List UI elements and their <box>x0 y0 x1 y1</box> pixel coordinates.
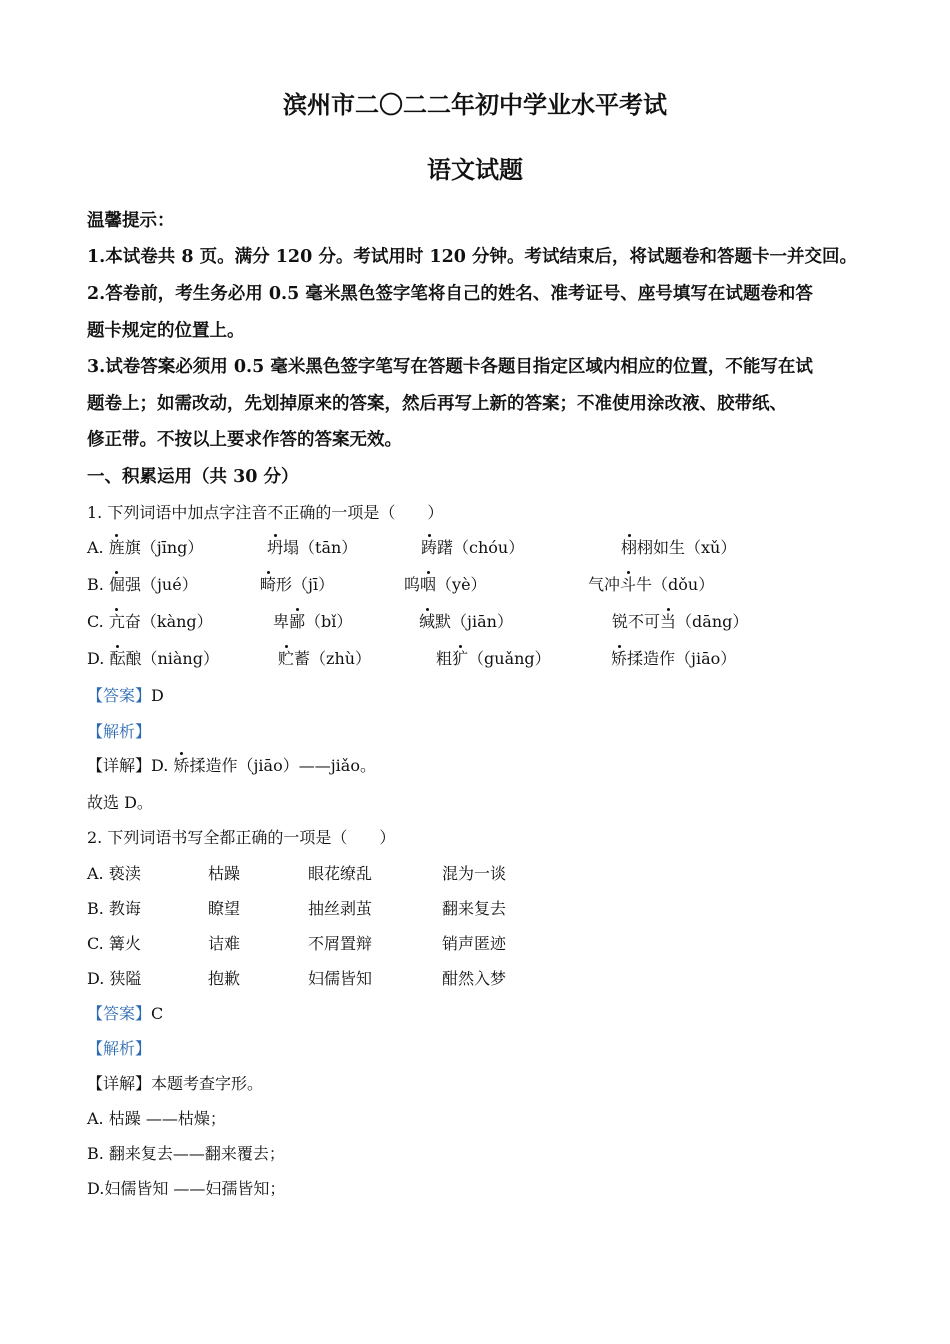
word-prefix: 呜 <box>404 575 421 594</box>
q1-answer <box>87 685 164 707</box>
answer-tag: 【答案】 <box>87 1004 152 1023</box>
q1-option-c-item-2 <box>273 611 352 633</box>
q2-option-d-word-4: 酣然入梦 <box>442 969 507 988</box>
word-prefix: 卑 <box>273 612 290 631</box>
exam-title: 滨州市二〇二二年初中学业水平考试 <box>283 90 667 119</box>
word-rest: 躇（chóu） <box>437 538 525 557</box>
dotted-char: 矫 <box>173 756 190 775</box>
q1-detail <box>87 755 376 777</box>
section-heading: 一、积累运用（共 30 分） <box>87 467 299 487</box>
dotted-char: 旌 <box>108 538 125 557</box>
q2-option-c-word-2: 诘难 <box>208 934 241 953</box>
q1-option-d-item-4 <box>611 648 736 670</box>
word-rest: 默（jiān） <box>435 612 513 631</box>
answer-value: C <box>151 1004 164 1023</box>
option-label: C. <box>87 612 104 631</box>
word-rest: （bǐ） <box>305 612 353 631</box>
answer-tag: 【答案】 <box>87 686 152 705</box>
q1-option-b-item-2 <box>260 574 334 596</box>
q2-option-c-word-4: 销声匿迹 <box>442 934 507 953</box>
q2-option-a-word-1: A. 亵渎 <box>87 864 141 883</box>
q2-option-a-word-3: 眼花缭乱 <box>308 864 373 883</box>
q2-answer <box>87 1003 163 1025</box>
word-rest: 奋（kàng） <box>124 612 213 631</box>
q2-option-d-word-1: D. 狭隘 <box>87 969 142 988</box>
q2-option-b-word-4: 翻来复去 <box>442 899 507 918</box>
q2-note-d: D.妇儒皆知 ——妇孺皆知； <box>87 1179 286 1198</box>
word-rest: 揉造作（jiāo） <box>627 649 737 668</box>
q1-option-d-item-1 <box>87 648 219 670</box>
notice-item-3-line-3: 修正带。不按以上要求作答的答案无效。 <box>87 430 402 450</box>
word-rest: 栩如生（xǔ） <box>637 538 737 557</box>
detail-tag: 【详解】 <box>87 756 152 775</box>
q2-analysis-tag: 【解析】 <box>87 1039 152 1058</box>
q2-stem: 2. 下列词语书写全都正确的一项是（ ） <box>87 828 396 847</box>
detail-rest: 揉造作（jiāo）——jiǎo。 <box>189 756 376 775</box>
q2-option-d-word-3: 妇儒皆知 <box>308 969 373 988</box>
dotted-char: 坍 <box>267 538 284 557</box>
word-rest: （dāng） <box>676 612 749 631</box>
dotted-char: 咽 <box>420 575 437 594</box>
word-rest: 牛（dǒu） <box>636 575 715 594</box>
q2-option-d-word-2: 抱歉 <box>208 969 241 988</box>
q1-option-c-item-1 <box>87 611 213 633</box>
word-rest: 旗（jīng） <box>124 538 204 557</box>
notice-item-2-line-1: 2.答卷前，考生务必用 0.5 毫米黑色签字笔将自己的姓名、准考证号、座号填写在试题卷和答 <box>87 284 813 304</box>
q2-option-c-word-3: 不屑置辩 <box>308 934 373 953</box>
detail-text: 本题考查字形。 <box>151 1074 264 1093</box>
dotted-char: 亢 <box>108 612 125 631</box>
word-rest: 蓄（zhù） <box>294 649 372 668</box>
exam-subtitle: 语文试题 <box>427 155 523 184</box>
notice-heading: 温馨提示： <box>87 211 175 231</box>
notice-item-2-line-2: 题卡规定的位置上。 <box>87 321 245 341</box>
word-rest: （guǎng） <box>468 649 551 668</box>
dotted-char: 犷 <box>452 649 469 668</box>
q1-option-c-item-4 <box>612 611 748 633</box>
dotted-char: 酝 <box>109 649 126 668</box>
q2-note-a: A. 枯躁 ——枯燥； <box>87 1109 226 1128</box>
dotted-char: 踌 <box>421 538 438 557</box>
dotted-char: 矫 <box>611 649 628 668</box>
word-prefix: 气冲 <box>588 575 621 594</box>
word-rest: 塌（tān） <box>283 538 358 557</box>
option-label: A. <box>87 538 104 557</box>
q1-option-a-item-4 <box>621 537 736 559</box>
word-prefix: 粗 <box>436 649 453 668</box>
q1-conclusion: 故选 D。 <box>87 793 153 812</box>
q1-option-a-item-2 <box>267 537 357 559</box>
q1-option-d-item-3 <box>436 648 551 670</box>
q2-option-b-word-1: B. 教诲 <box>87 899 141 918</box>
q1-option-c-item-3 <box>419 611 513 633</box>
word-rest: 强（jué） <box>124 575 198 594</box>
q2-note-b: B. 翻来复去——翻来覆去； <box>87 1144 285 1163</box>
dotted-char: 贮 <box>278 649 295 668</box>
option-label: D. <box>87 649 105 668</box>
word-prefix: 锐不可 <box>612 612 661 631</box>
q1-option-b-item-1 <box>87 574 198 596</box>
q1-option-b-item-4 <box>588 574 714 596</box>
option-label: B. <box>87 575 104 594</box>
q2-option-a-word-2: 枯躁 <box>208 864 241 883</box>
q2-detail <box>87 1073 263 1095</box>
q2-option-b-word-2: 瞭望 <box>208 899 241 918</box>
q1-option-b-item-3 <box>404 574 487 596</box>
notice-item-3-line-1: 3.试卷答案必须用 0.5 毫米黑色签字笔写在答题卡各题目指定区域内相应的位置，不能写在试 <box>87 357 813 377</box>
dotted-char: 鄙 <box>289 612 306 631</box>
word-rest: 酿（niàng） <box>125 649 219 668</box>
dotted-char: 倔 <box>108 575 125 594</box>
notice-item-1: 1.本试卷共 8 页。满分 120 分。考试用时 120 分钟。考试结束后，将试题卷和答题卡一并交回。 <box>87 247 858 267</box>
q2-option-b-word-3: 抽丝剥茧 <box>308 899 373 918</box>
word-rest: （yè） <box>436 575 487 594</box>
dotted-char: 畸 <box>260 575 277 594</box>
dotted-char: 缄 <box>419 612 436 631</box>
q2-option-a-word-4: 混为一谈 <box>442 864 507 883</box>
q1-analysis-tag: 【解析】 <box>87 722 152 741</box>
q1-stem: 1. 下列词语中加点字注音不正确的一项是（ ） <box>87 503 444 522</box>
q2-option-c-word-1: C. 篝火 <box>87 934 141 953</box>
q1-option-a-item-3 <box>421 537 524 559</box>
q1-option-a-item-1 <box>87 537 203 559</box>
dotted-char: 栩 <box>621 538 638 557</box>
dotted-char: 斗 <box>620 575 637 594</box>
q1-option-d-item-2 <box>278 648 371 670</box>
detail-prefix: D. <box>151 756 174 775</box>
dotted-char: 当 <box>660 612 677 631</box>
answer-value: D <box>151 686 164 705</box>
detail-tag: 【详解】 <box>87 1074 152 1093</box>
notice-item-3-line-2: 题卷上；如需改动，先划掉原来的答案，然后再写上新的答案；不准使用涂改液、胶带纸、 <box>87 394 787 414</box>
word-rest: 形（jī） <box>276 575 335 594</box>
